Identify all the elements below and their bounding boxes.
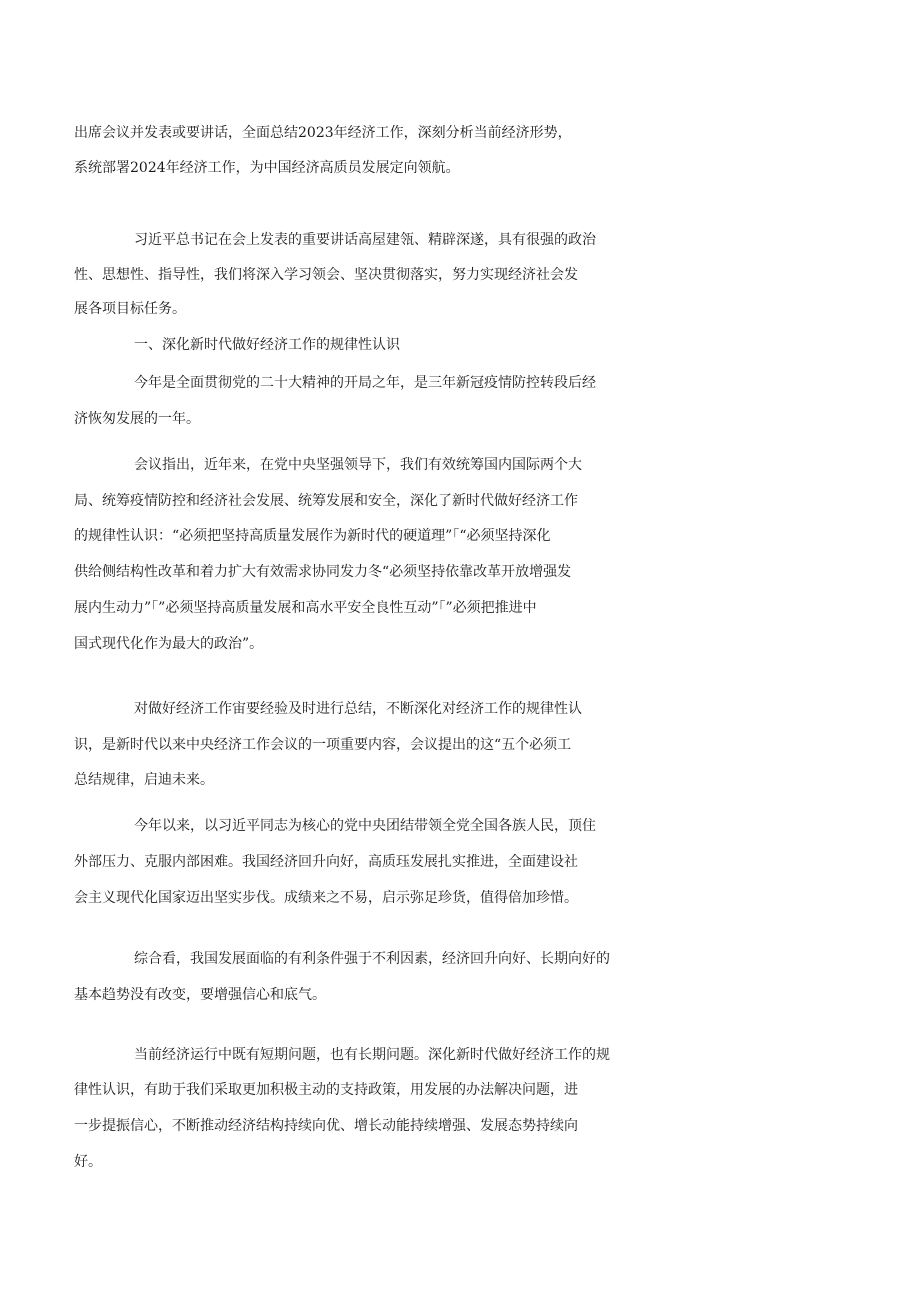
text-line: 综合看，我国发展面临的有利条件强于不利因素，经济回升向好、长期向好的 [134, 951, 610, 967]
text-line: 展内生动力”「”必须坚持高质量发展和高水平安全良性互动”「”必须把推进中 [74, 600, 537, 616]
text-line: 对做好经济工作宙要经验及时进行总结，不断深化对经济工作的规律性认 [134, 701, 582, 717]
text-line: 习近平总书记在会上发表的重要讲话高屋建瓴、精辟深遂，具有很强的政治 [134, 232, 596, 248]
text-line: 今年是全面贯彻党的二十大精神的开局之年，是三年新冠疫情防控转段后经 [134, 375, 596, 391]
text-line: 识，是新时代以来中央经济工作会议的一项重要内容，会议提出的这“五个必须工 [74, 737, 572, 753]
text-line: 展各项目标任务。 [74, 301, 186, 317]
text-line: 供给侧结构性改革和着力扩大有效需求协同发力冬“必须坚持依靠改革开放增强发 [74, 564, 572, 580]
text-line: 律性认识，有助于我们采取更加积极主动的支持政策，用发展的办法解决问题，进 [74, 1082, 578, 1098]
text-line: 今年以来，以习近平同志为核心的党中央团结带领全党全国各族人民，顶住 [134, 818, 596, 834]
text-line: 系统部署2024年经济工作，为中国经济高质员发展定向领航。 [74, 160, 460, 176]
text-line: 一步提振信心，不断推动经济结构持续向优、增长动能持续增强、发展态势持续向 [74, 1118, 578, 1134]
text-line: 会主义现代化国家迈出坚实步伐。成绩来之不易，启示弥足珍货，值得倍加珍惜。 [74, 890, 578, 906]
text-line: 性、思想性、指导性，我们将深入学习领会、坚决贯彻落实，努力实现经济社会发 [74, 267, 578, 283]
text-line: 出席会议并发表或要讲话，全面总结2023年经济工作，深刻分析当前经济形势， [74, 125, 572, 141]
text-line: 总结规律，启迪未来。 [74, 772, 214, 788]
text-line: 外部压力、克服内部困难。我国经济回升向好，高质珏发展扎实推进，全面建设社 [74, 854, 578, 870]
text-line: 会议指出，近年来，在党中央坚强领导下，我们有效统筹国内国际两个大 [134, 457, 582, 473]
text-line: 当前经济运行中既有短期问题，也有长期问题。深化新时代做好经济工作的规 [134, 1047, 610, 1063]
text-line: 的规律性认识：“必须把坚持高质量发展作为新时代的硬道理”「“必须坚持深化 [74, 528, 551, 544]
text-line: 局、统筹疫情防控和经济社会发展、统筹发展和安全，深化了新时代做好经济工作 [74, 493, 578, 509]
section-heading: 一、深化新时代做好经济工作的规律性认识 [134, 337, 400, 353]
text-line: 国式现代化作为最大的政治”。 [74, 636, 264, 652]
text-line: 基本趋势没有改变，要增强信心和底气。 [74, 987, 326, 1003]
text-line: 济恢匆发展的一年。 [74, 411, 200, 427]
text-line: 好。 [74, 1154, 102, 1170]
